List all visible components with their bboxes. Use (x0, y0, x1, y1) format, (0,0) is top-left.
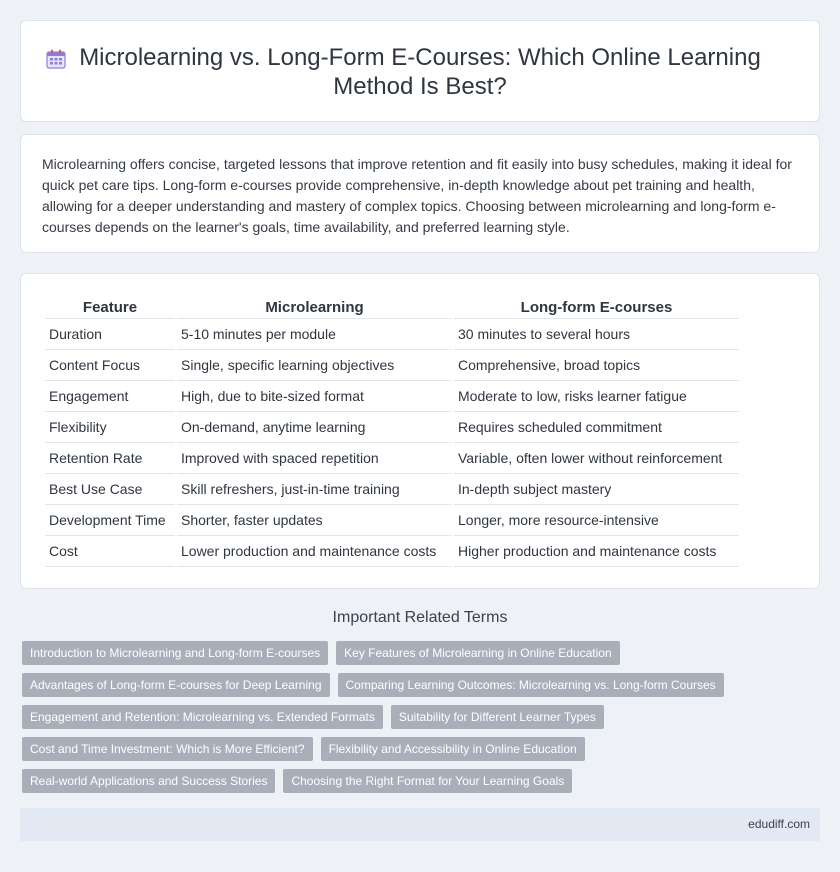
related-term-link[interactable]: Cost and Time Investment: Which is More Efficient? (22, 737, 313, 761)
table-cell: Variable, often lower without reinforcement (454, 443, 739, 474)
table-cell: Requires scheduled commitment (454, 412, 739, 443)
table-cell: Single, specific learning objectives (177, 350, 452, 381)
table-cell: Cost (45, 536, 175, 567)
table-header-row (45, 295, 739, 319)
table-cell: Moderate to low, risks learner fatigue (454, 381, 739, 412)
comparison-table-card (20, 273, 820, 589)
table-row (45, 505, 739, 536)
table-row (45, 443, 739, 474)
tag-row (22, 737, 812, 761)
table-row (45, 474, 739, 505)
tag-row (22, 705, 812, 729)
related-term-link[interactable]: Suitability for Different Learner Types (391, 705, 604, 729)
table-cell: Lower production and maintenance costs (177, 536, 452, 567)
header-card (20, 20, 820, 122)
related-term-link[interactable]: Engagement and Retention: Microlearning vs. Extended Formats (22, 705, 383, 729)
column-header-feature: Feature (45, 295, 175, 319)
related-term-link[interactable]: Key Features of Microlearning in Online Education (336, 641, 619, 665)
table-cell: In-depth subject mastery (454, 474, 739, 505)
table-row (45, 350, 739, 381)
table-cell: Development Time (45, 505, 175, 536)
footer-bar (20, 808, 820, 841)
table-cell: Content Focus (45, 350, 175, 381)
related-term-link[interactable]: Flexibility and Accessibility in Online Education (321, 737, 585, 761)
summary-card (20, 134, 820, 253)
related-term-link[interactable]: Introduction to Microlearning and Long-form E-courses (22, 641, 328, 665)
tag-row (22, 641, 812, 665)
table-cell: Retention Rate (45, 443, 175, 474)
related-term-link[interactable]: Real-world Applications and Success Stories (22, 769, 275, 793)
table-cell: Flexibility (45, 412, 175, 443)
table-cell: High, due to bite-sized format (177, 381, 452, 412)
tag-row (22, 673, 812, 697)
table-cell: Comprehensive, broad topics (454, 350, 739, 381)
table-row (45, 319, 739, 350)
tag-row (22, 769, 812, 793)
table-cell: Improved with spaced repetition (177, 443, 452, 474)
related-term-link[interactable]: Advantages of Long-form E-courses for Deep Learning (22, 673, 330, 697)
table-cell: 5-10 minutes per module (177, 319, 452, 350)
table-cell: Best Use Case (45, 474, 175, 505)
table-cell: On-demand, anytime learning (177, 412, 452, 443)
table-cell: Shorter, faster updates (177, 505, 452, 536)
table-cell: Higher production and maintenance costs (454, 536, 739, 567)
related-terms-list (22, 641, 812, 801)
table-row (45, 536, 739, 567)
footer-brand-link[interactable]: edudiff.com (748, 817, 810, 831)
summary-text: Microlearning offers concise, targeted lessons that improve retention and fit easily into busy schedules, making it ideal for quick pet care tips. Long-form e-courses provide comprehensive, in-depth knowledge about pet training and health, allowing for a deeper understanding and mastery of complex topics. Choosing between microlearning and long-form e-courses depends on the learner's goals, time availability, and preferred learning style. (42, 156, 792, 235)
table-row (45, 412, 739, 443)
comparison-table (43, 295, 741, 567)
table-cell: 30 minutes to several hours (454, 319, 739, 350)
related-terms-heading: Important Related Terms (332, 609, 508, 626)
related-term-link[interactable]: Choosing the Right Format for Your Learning Goals (283, 769, 572, 793)
column-header-long-form: Long-form E-courses (454, 295, 739, 319)
page-title: Microlearning vs. Long-Form E-Courses: Which Online Learning Method Is Best? (79, 44, 761, 100)
table-row (45, 381, 739, 412)
column-header-microlearning: Microlearning (177, 295, 452, 319)
table-cell: Engagement (45, 381, 175, 412)
table-cell: Duration (45, 319, 175, 350)
table-cell: Skill refreshers, just-in-time training (177, 474, 452, 505)
related-term-link[interactable]: Comparing Learning Outcomes: Microlearning vs. Long-form Courses (338, 673, 724, 697)
table-cell: Longer, more resource-intensive (454, 505, 739, 536)
